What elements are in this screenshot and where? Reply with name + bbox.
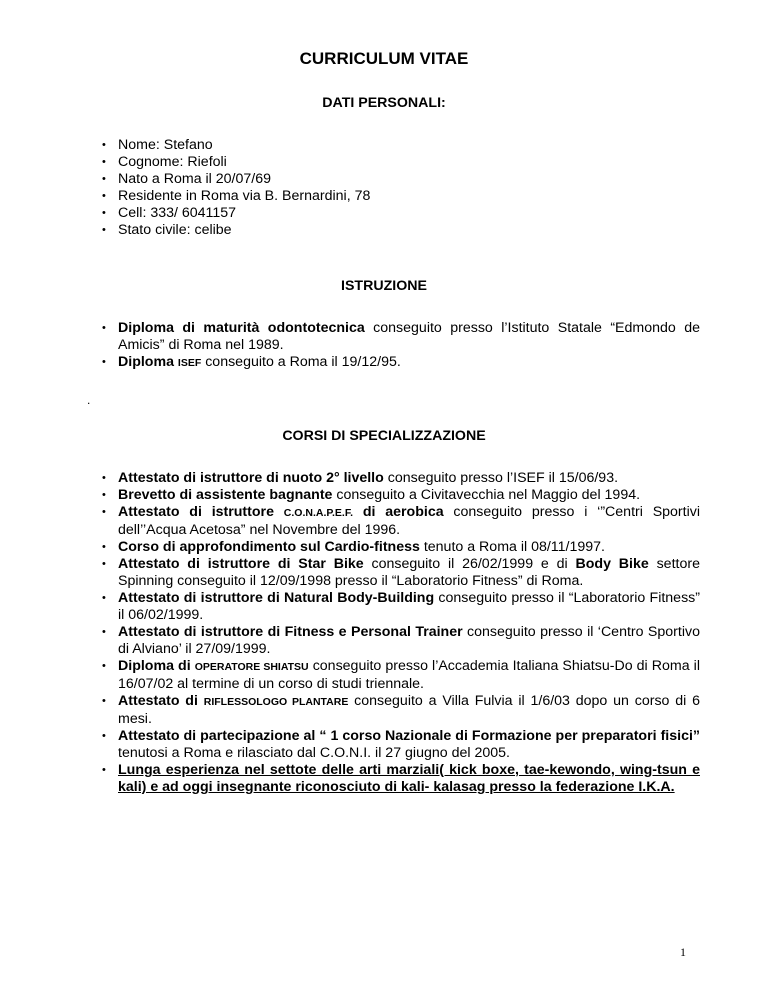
bullet-icon: • [102, 224, 106, 236]
list-item: • Stato civile: celibe [102, 222, 232, 238]
list-item: • Attestato di istruttore di Star Bike conseguito il 26/02/1999 e di Body Bike settore Spinning conseguito il 12/09/1998 presso il “Laboratorio Fitness” di Roma. [102, 556, 700, 589]
bullet-icon: • [102, 190, 106, 202]
list-item: • Lunga esperienza nel settote delle arti marziali( kick boxe, tae-kewondo, wing-tsun e kali) e ad oggi insegnante riconosciuto di kali- kalasag presso la federazione I.K.A. [102, 762, 700, 795]
list-item: • Nato a Roma il 20/07/69 [102, 171, 272, 187]
bullet-icon: • [102, 322, 106, 334]
bullet-icon: • [102, 506, 106, 518]
page-number: 1 [680, 945, 686, 959]
list-item: • Attestato di istruttore di nuoto 2° livello conseguito presso l’ISEF il 15/06/93. [102, 470, 619, 486]
courses-list [102, 470, 700, 796]
courses-heading: CORSI DI SPECIALIZZAZIONE [282, 428, 486, 444]
education-heading: ISTRUZIONE [341, 278, 427, 294]
list-item: • Residente in Roma via B. Bernardini, 78 [102, 188, 371, 204]
bullet-icon: • [102, 558, 106, 570]
list-item: • Attestato di istruttore di Natural Body-Building conseguito presso il “Laboratorio Fitness” il 06/02/1999. [102, 590, 700, 623]
bullet-icon: • [102, 592, 106, 604]
page-title: CURRICULUM VITAE [299, 49, 469, 68]
bullet-icon: • [102, 541, 106, 553]
list-item: • Brevetto di assistente bagnante conseguito a Civitavecchia nel Maggio del 1994. [102, 487, 641, 503]
list-item: • Attestato di partecipazione al “ 1 corso Nazionale di Formazione per preparatori fisici” tenutosi a Roma e rilasciato dal C.O.N.I. il 27 giugno del 2005. [102, 728, 700, 761]
list-item: • Diploma ISEF conseguito a Roma il 19/12/95. [102, 354, 401, 370]
list-item: • Cell: 333/ 6041157 [102, 205, 237, 221]
education-list [102, 320, 700, 372]
bullet-icon: • [102, 207, 106, 219]
bullet-icon: • [102, 695, 106, 707]
bullet-icon: • [102, 730, 106, 742]
bullet-icon: • [102, 156, 106, 168]
list-item: • Attestato di istruttore di Fitness e Personal Trainer conseguito presso il ‘Centro Sportivo di Alviano’ il 27/09/1999. [102, 624, 700, 657]
bullet-icon: • [102, 489, 106, 501]
list-item: • Diploma di OPERATORE SHIATSU conseguito presso l’Accademia Italiana Shiatsu-Do di Roma il 16/07/02 al termine di un corso di studi triennale. [102, 658, 700, 692]
bullet-icon: • [102, 472, 106, 484]
list-item: • Corso di approfondimento sul Cardio-fitness tenuto a Roma il 08/11/1997. [102, 539, 605, 555]
list-item: • Attestato di RIFLESSOLOGO PLANTARE conseguito a Villa Fulvia il 1/6/03 dopo un corso di 6 mesi. [102, 693, 700, 727]
bullet-icon: • [102, 660, 106, 672]
bullet-icon: • [102, 356, 106, 368]
bullet-icon: • [102, 764, 106, 776]
bullet-icon: • [102, 626, 106, 638]
list-item: • Attestato di istruttore C.O.N.A.P.E.F. di aerobica conseguito presso i ‘”Centri Sportivi dell’’Acqua Acetosa” nel Novembre del 1996. [102, 504, 700, 538]
personal-data-heading: DATI PERSONALI: [322, 95, 446, 111]
list-item: • Nome: Stefano [102, 137, 213, 153]
stray-mark: . [87, 393, 91, 407]
list-item: • Diploma di maturità odontotecnica conseguito presso l’Istituto Statale “Edmondo de Amicis” di Roma nel 1989. [102, 320, 700, 353]
bullet-icon: • [102, 139, 106, 151]
personal-data-list [102, 137, 700, 239]
bullet-icon: • [102, 173, 106, 185]
list-item: • Cognome: Riefoli [102, 154, 227, 170]
